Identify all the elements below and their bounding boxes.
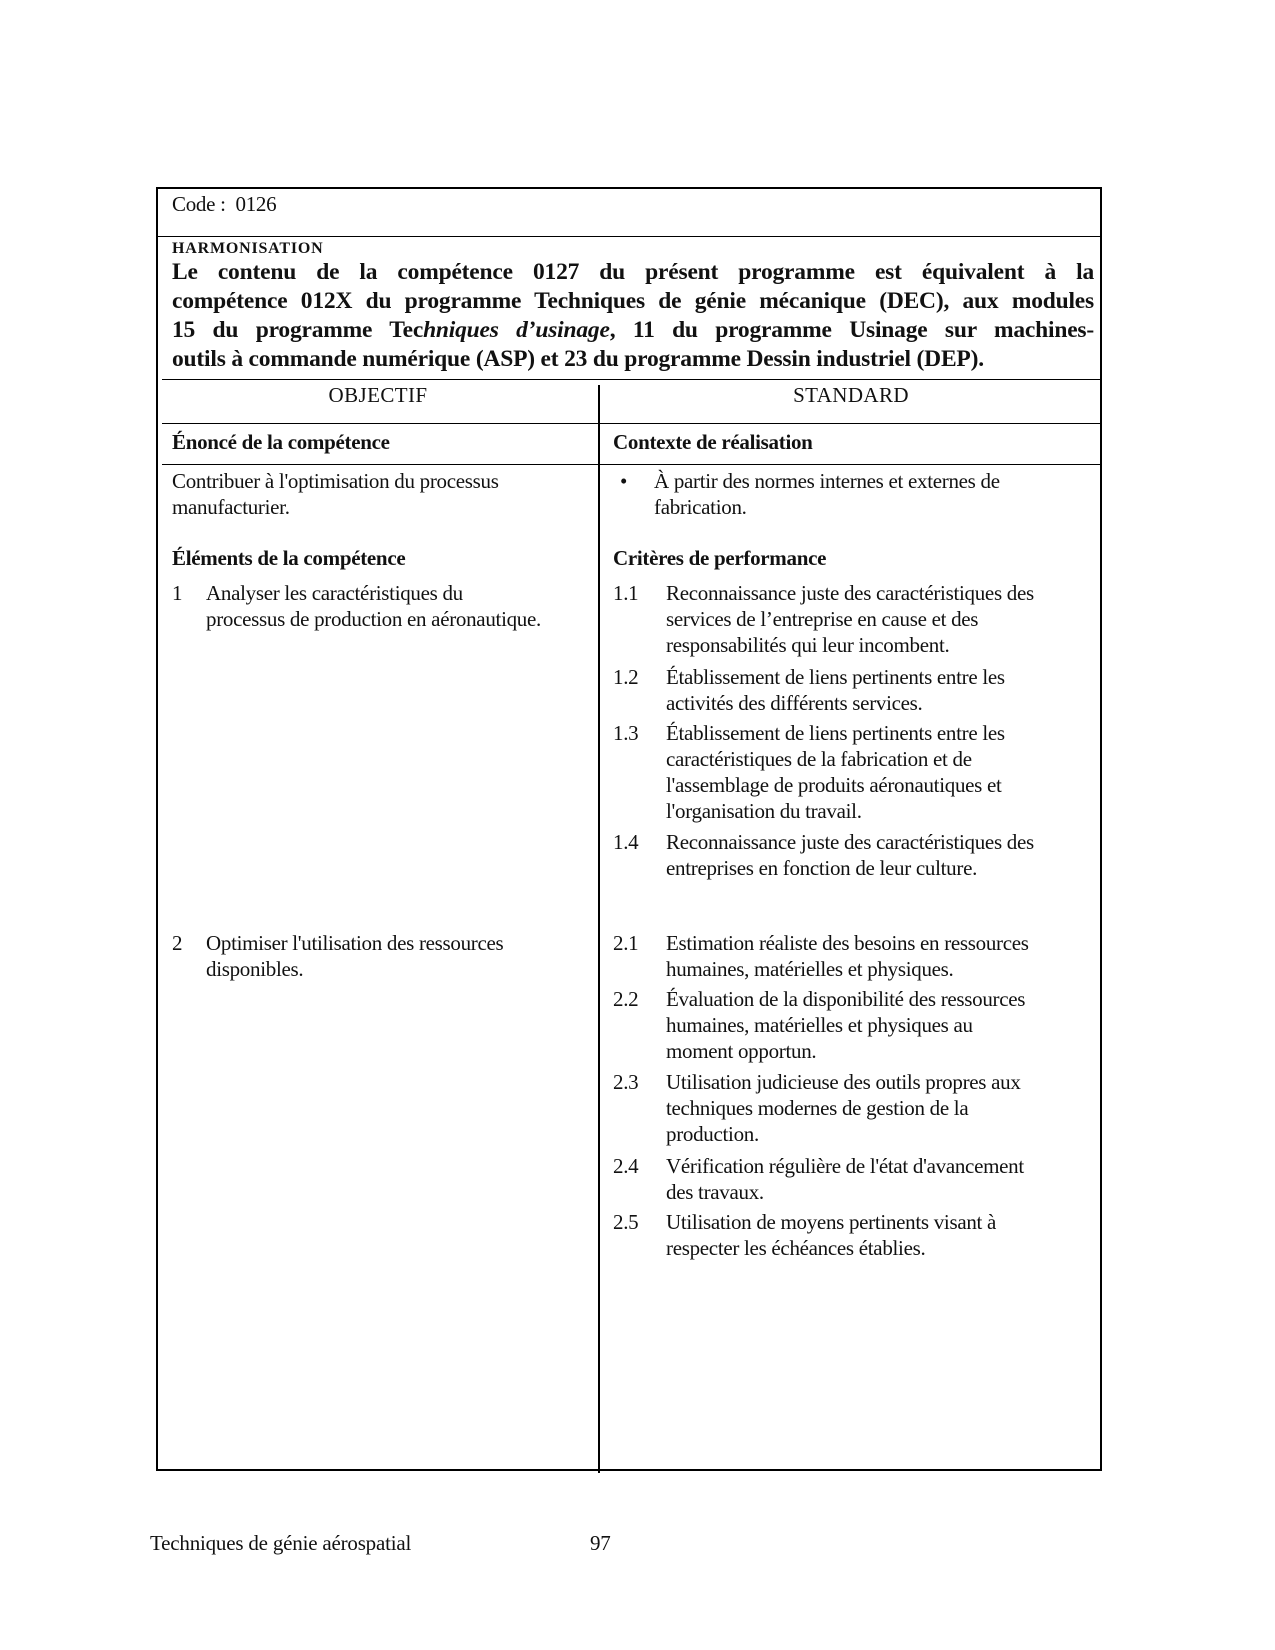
- element-number: 1: [172, 581, 183, 605]
- code-row: [172, 191, 276, 217]
- code-label: Code :: [172, 192, 226, 216]
- critere-text-line: activités des différents services.: [666, 691, 923, 715]
- enonce-line-1: Contribuer à l'optimisation du processus: [172, 469, 499, 493]
- footer-program-title: Techniques de génie aérospatial: [150, 1531, 412, 1555]
- harmonisation-line-3-italic: hniques d’usinage: [423, 317, 610, 343]
- critere-text-line: Utilisation de moyens pertinents visant à: [666, 1210, 997, 1234]
- harmonisation-line-2: compétence 012X du programme Techniques de génie mécanique (DEC), aux modules: [172, 288, 1094, 314]
- critere-text-line: techniques modernes de gestion de la: [666, 1096, 969, 1120]
- element-text-line: Optimiser l'utilisation des ressources: [206, 931, 504, 955]
- element-number: 2: [172, 931, 183, 955]
- harmonisation-line-3-suffix: , 11 du programme Usinage sur machines-: [609, 317, 1095, 343]
- critere-number: 1.2: [613, 665, 639, 689]
- critere-text-line: services de l’entreprise en cause et des: [666, 607, 979, 631]
- critere-number: 2.3: [613, 1070, 639, 1094]
- contexte-line-2: fabrication.: [654, 495, 747, 519]
- divider-harmonisation: [162, 379, 1102, 380]
- divider-subheaders: [162, 464, 1102, 465]
- critere-text-line: Utilisation judicieuse des outils propres aux: [666, 1070, 1021, 1094]
- code-value: 0126: [235, 192, 277, 216]
- column-header-objectif: OBJECTIF: [328, 383, 428, 407]
- harmonisation-line-3: [172, 316, 1094, 345]
- critere-number: 2.2: [613, 987, 639, 1011]
- element-text-line: disponibles.: [206, 957, 304, 981]
- element-2: [172, 930, 592, 982]
- critere-text-line: moment opportun.: [666, 1039, 817, 1063]
- harmonisation-text: [172, 258, 1094, 374]
- critere-number: 1.3: [613, 721, 639, 745]
- contexte-line-1: À partir des normes internes et externes de: [654, 469, 1000, 493]
- critere-text-line: Reconnaissance juste des caractéristiques des: [666, 830, 1034, 854]
- footer-page-number: 97: [590, 1531, 611, 1555]
- critere-text-line: entreprises en fonction de leur culture.: [666, 856, 978, 880]
- critere-number: 2.1: [613, 931, 639, 955]
- critere-text-line: Vérification régulière de l'état d'avancement: [666, 1154, 1024, 1178]
- harmonisation-line-3-prefix: 15 du programme Tec: [172, 317, 424, 343]
- critere-text-line: l'assemblage de produits aéronautiques et: [666, 773, 1002, 797]
- competency-table: [156, 187, 1102, 1471]
- elements-heading: Éléments de la compétence: [172, 546, 406, 570]
- critere-text-line: production.: [666, 1122, 759, 1146]
- critere-text-line: des travaux.: [666, 1180, 764, 1204]
- critere-number: 1.1: [613, 581, 639, 605]
- critere-text-line: Évaluation de la disponibilité des ressources: [666, 987, 1026, 1011]
- critere-text-line: Établissement de liens pertinents entre les: [666, 721, 1005, 745]
- critere-text-line: humaines, matérielles et physiques au: [666, 1013, 973, 1037]
- critere-number: 2.5: [613, 1210, 639, 1234]
- column-divider: [598, 385, 600, 1473]
- criteres-heading: Critères de performance: [613, 546, 827, 570]
- critere-text-line: Établissement de liens pertinents entre les: [666, 665, 1005, 689]
- critere-number: 2.4: [613, 1154, 639, 1178]
- critere-text-line: l'organisation du travail.: [666, 799, 862, 823]
- harmonisation-line-1: Le contenu de la compétence 0127 du présent programme est équivalent à la: [172, 259, 1094, 285]
- element-1: [172, 580, 592, 632]
- harmonisation-line-4: outils à commande numérique (ASP) et 23 du programme Dessin industriel (DEP).: [172, 346, 984, 372]
- harmonisation-label: HARMONISATION: [172, 240, 324, 257]
- critere-number: 1.4: [613, 830, 639, 854]
- critere-text-line: responsabilités qui leur incombent.: [666, 633, 950, 657]
- divider-code: [158, 236, 1102, 237]
- contexte-bullet: •: [620, 469, 628, 493]
- column-header-standard: STANDARD: [793, 383, 909, 407]
- critere-text-line: humaines, matérielles et physiques.: [666, 957, 954, 981]
- critere-text-line: respecter les échéances établies.: [666, 1236, 926, 1260]
- enonce-line-2: manufacturier.: [172, 495, 290, 519]
- divider-column-headers: [162, 423, 1102, 424]
- enonce-heading: Énoncé de la compétence: [172, 430, 390, 454]
- critere-text-line: Estimation réaliste des besoins en ressources: [666, 931, 1029, 955]
- contexte-heading: Contexte de réalisation: [613, 430, 813, 454]
- element-text-line: processus de production en aéronautique.: [206, 607, 541, 631]
- critere-text-line: caractéristiques de la fabrication et de: [666, 747, 972, 771]
- critere-text-line: Reconnaissance juste des caractéristiques des: [666, 581, 1034, 605]
- element-text-line: Analyser les caractéristiques du: [206, 581, 463, 605]
